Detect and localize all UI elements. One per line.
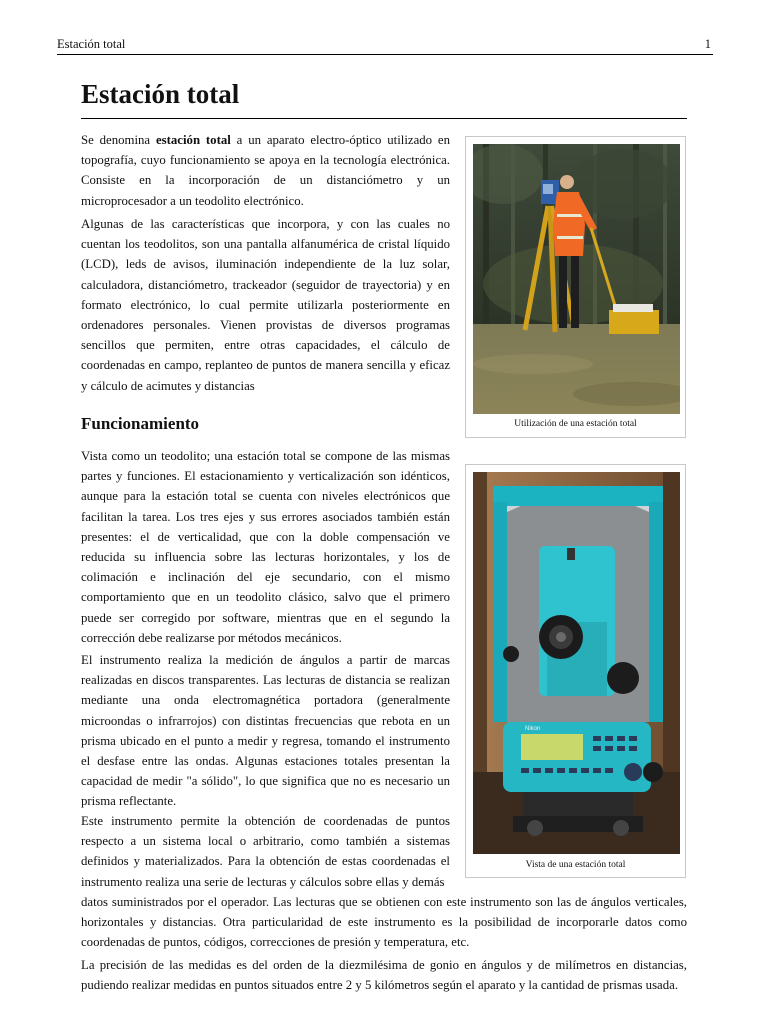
intro-paragraph-1 [81, 130, 450, 211]
section-heading-funcionamiento: Funcionamiento [81, 414, 200, 433]
figure-caption-2: Vista de una estación total [525, 860, 626, 870]
intro-p1-prefix: Se denomina [81, 133, 156, 147]
figure-caption-1: Utilización de una estación total [514, 419, 637, 429]
func-paragraph-4: La precisión de las medidas es del orden de la diezmilésima de gonio en ángulos y de milímetros en distancias, pudiendo realizar medidas en puntos situados entre 2 y 5 kilómetros según el aparato y la cantidad de prismas usada. [81, 958, 687, 993]
page-title: Estación total [81, 76, 687, 119]
total-station-illustration [473, 472, 680, 854]
total-station-photo [473, 472, 680, 854]
func-paragraph-3-narrow: Este instrumento permite la obtención de coordenadas de puntos respecto a un sistema local o arbitrario, como también a sistemas definidos y materializados. Para la obtención de estas coordenadas el instrumento realiza una serie de lecturas y cálculos sobre ellas y demás [81, 814, 450, 889]
surveyor-photo [473, 144, 680, 414]
intro-p1-bold-term: estación total [155, 133, 231, 147]
intro-paragraph-2: Algunas de las características que incorpora, y con las cuales no cuentan los teodolitos, son una pantalla alfanumérica de cristal líquido (LCD), leds de avisos, iluminación independiente de la luz solar, calculadora, distanciómetro, trackeador (seguidor de trayectoria) y en formato electrónico, lo cual permite utilizarla posteriormente en ordenadores personales. Vienen provistas de diversos programas sencillos que permiten, entre otras capacidades, el cálculo de coordenadas en campo, replanteo de puntos de manera sencilla y eficaz y cálculo de acimutes y distancias [81, 217, 450, 393]
func-paragraph-2: El instrumento realiza la medición de ángulos a partir de marcas realizadas en discos transparentes. Las lecturas de distancia se realizan mediante una onda electromagnética portadora (generalmente microondas o infrarrojos) con distintas frecuencias que rebota en un prisma ubicado en el punto a medir y regresa, tomando el instrumento el desfase entre las ondas. Algunas estaciones totales presentan la capacidad de medir "a sólido", lo que significa que no es necesario un prisma reflectante. [81, 653, 450, 809]
running-header [57, 36, 713, 55]
intro-p1-rest: a un aparato electro-óptico utilizado en topografía, cuyo funcionamiento se apoya en la tecnología electrónica. Consiste en la incorporación de un distanciómetro y un microprocesador a un teodolito electrónico. [81, 133, 450, 208]
brand-label: Nikon [525, 726, 541, 732]
func-paragraph-1: Vista como un teodolito; una estación total se compone de las mismas partes y funciones. El estacionamiento y verticalización son idénticos, aunque para la estación total se cuenta con niveles electrónicos que facilitan la tarea. Los tres ejes y sus errores asociados también están presentes: el de verticalidad, que con la doble compensación ve reducida su influencia sobre las lecturas horizontales, y los de colimación e inclinación del eje secundario, con el mismo comportamiento que en un teodolito clásico, salvo que el primero puede ser corregido por software, mientras que en el segundo la corrección debe realizarse por métodos mecánicos. [81, 449, 450, 645]
surveyor-photo-illustration [473, 144, 680, 414]
figure-surveyor [465, 136, 686, 438]
page-number: 1 [704, 37, 711, 51]
running-title: Estación total [57, 37, 126, 51]
figure-total-station [465, 464, 686, 878]
func-paragraph-3-wide: datos suministrados por el operador. Las lecturas que se obtienen con este instrumento son las de ángulos verticales, horizontales y distancias. Otra particularidad de este instrumento es la posibilidad de incorporarle datos como coordenadas de puntos, códigos, correcciones de presión y temperatura, etc. [81, 895, 687, 950]
